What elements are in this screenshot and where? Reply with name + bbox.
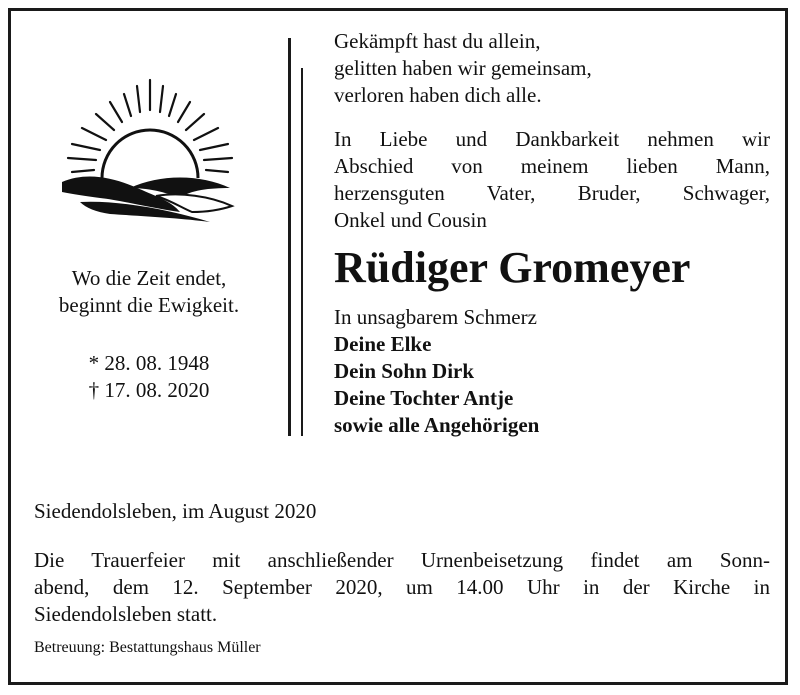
- divider-thick: [288, 38, 291, 436]
- poem-line: Gekämpft hast du allein,: [334, 29, 541, 53]
- signoff: [334, 304, 770, 439]
- death-date: † 17. 08. 2020: [88, 378, 210, 402]
- ceremony-notice: [34, 547, 770, 628]
- memorial-quote: [24, 265, 274, 319]
- place-date: Siedendolsleben, im August 2020: [34, 499, 317, 523]
- poem-line: verloren haben dich alle.: [334, 83, 542, 107]
- intro-line: Onkel und Cousin: [334, 208, 487, 232]
- deceased-name: Rüdiger Gromeyer: [334, 243, 691, 292]
- mourner: sowie alle Angehörigen: [334, 413, 540, 437]
- birth-date: * 28. 08. 1948: [88, 351, 210, 375]
- intro-line: Abschied von meinem lieben Mann,: [334, 154, 770, 178]
- main-text: [334, 28, 770, 439]
- intro-text: [334, 126, 770, 234]
- ceremony-line: abend, dem 12. September 2020, um 14.00 Uhr in der Kirche in: [34, 575, 770, 599]
- quote-line-2: beginnt die Ewigkeit.: [58, 293, 240, 317]
- poem: [334, 28, 770, 109]
- funeral-home-credit: Betreuung: Bestattungshaus Müller: [34, 639, 261, 656]
- mourner: Deine Tochter Antje: [334, 386, 514, 410]
- intro-line: herzensguten Vater, Bruder, Schwager,: [334, 181, 770, 205]
- ceremony-line: Die Trauerfeier mit anschließender Urnenbeisetzung findet am Sonn-: [34, 548, 770, 572]
- divider-thin: [301, 68, 303, 436]
- sunset-over-hills-icon: [60, 70, 240, 230]
- life-dates: [24, 350, 274, 404]
- poem-line: gelitten haben wir gemeinsam,: [334, 56, 592, 80]
- mourner: Deine Elke: [334, 332, 432, 356]
- intro-line: In Liebe und Dankbarkeit nehmen wir: [334, 127, 770, 151]
- signoff-lead: In unsagbarem Schmerz: [334, 305, 537, 329]
- mourner: Dein Sohn Dirk: [334, 359, 475, 383]
- quote-line-1: Wo die Zeit endet,: [71, 266, 227, 290]
- ceremony-line: Siedendolsleben statt.: [34, 602, 218, 626]
